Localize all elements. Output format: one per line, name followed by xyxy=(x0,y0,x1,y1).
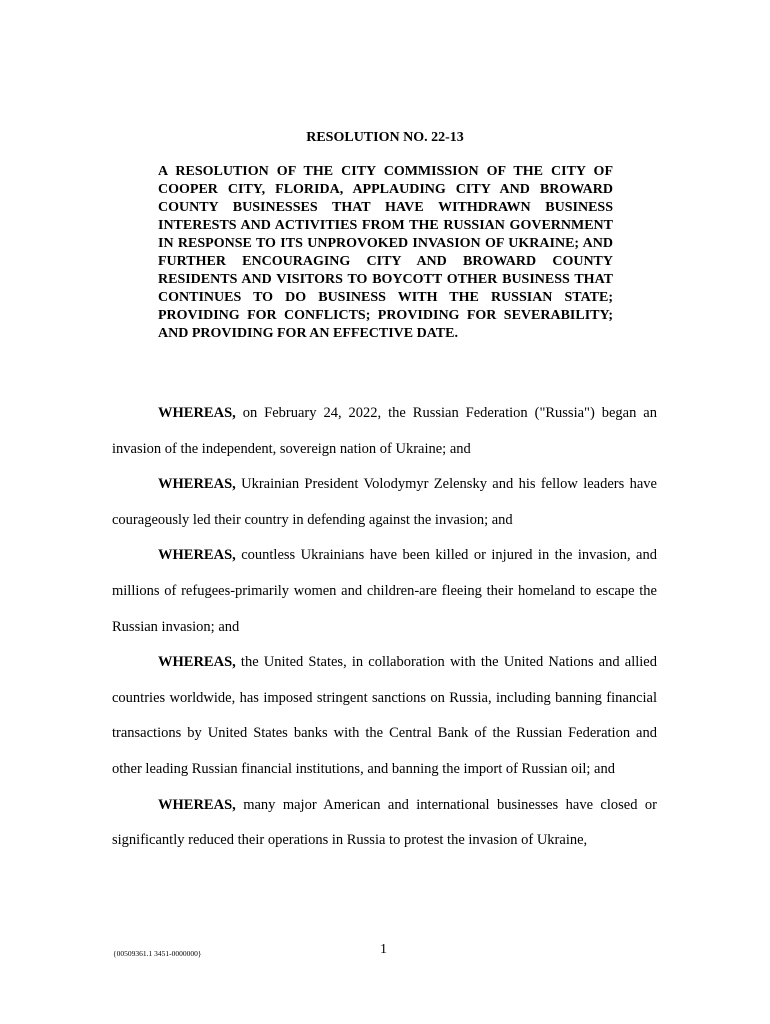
clause-lead: WHEREAS, xyxy=(158,547,236,564)
clause-text: many major American and international businesses have closed or significantly reduced their operations in Russia to protest the invasion of Ukraine, xyxy=(112,796,657,849)
resolution-title: RESOLUTION NO. 22-13 xyxy=(306,130,464,145)
page-number: 1 xyxy=(380,942,387,957)
resolution-caption: A RESOLUTION OF THE CITY COMMISSION OF THE CITY OF COOPER CITY, FLORIDA, APPLAUDING CITY AND BROWARD COUNTY BUSINESSES THAT HAVE WITHDRAWN BUSINESS INTERESTS AND ACTIVITIES FROM THE RUSSIAN GOVERNMENT IN RESPONSE TO ITS UNPROVOKED INVASION OF UKRAINE; AND FURTHER ENCOURAGING CITY AND BROWARD COUNTY RESIDENTS AND VISITORS TO BOYCOTT OTHER BUSINESS THAT CONTINUES TO DO BUSINESS WITH THE RUSSIAN STATE; PROVIDING FOR CONFLICTS; PROVIDING FOR SEVERABILITY; AND PROVIDING FOR AN EFFECTIVE DATE. xyxy=(158,164,613,341)
clause-lead: WHEREAS, xyxy=(158,796,236,813)
whereas-clause xyxy=(112,645,657,787)
clause-text: Ukrainian President Volodymyr Zelensky and his fellow leaders have courageously led their country in defending against the invasion; and xyxy=(112,476,657,528)
clause-lead: WHEREAS, xyxy=(158,405,236,421)
whereas-clause xyxy=(112,467,657,538)
clause-text: on February 24, 2022, the Russian Federation ("Russia") began an invasion of the independent, sovereign nation of Ukraine; and xyxy=(112,405,657,457)
resolution-body xyxy=(112,396,657,859)
clause-text: countless Ukrainians have been killed or injured in the invasion, and millions of refugees-primarily women and children-are fleeing their homeland to escape the Russian invasion; and xyxy=(112,547,657,635)
document-code: {00509361.1 3451-0000000} xyxy=(113,949,202,958)
whereas-clause xyxy=(112,396,657,467)
clause-text: the United States, in collaboration with the United Nations and allied countries worldwide, has imposed stringent sanctions on Russia, including banning financial transactions by United States banks with the Central Bank of the Russian Federation and other leading Russian financial institutions, and banning the import of Russian oil; and xyxy=(112,654,657,777)
clause-lead: WHEREAS, xyxy=(158,654,236,671)
clause-lead: WHEREAS, xyxy=(158,476,236,493)
whereas-clause xyxy=(112,538,657,645)
whereas-clause xyxy=(112,788,657,859)
